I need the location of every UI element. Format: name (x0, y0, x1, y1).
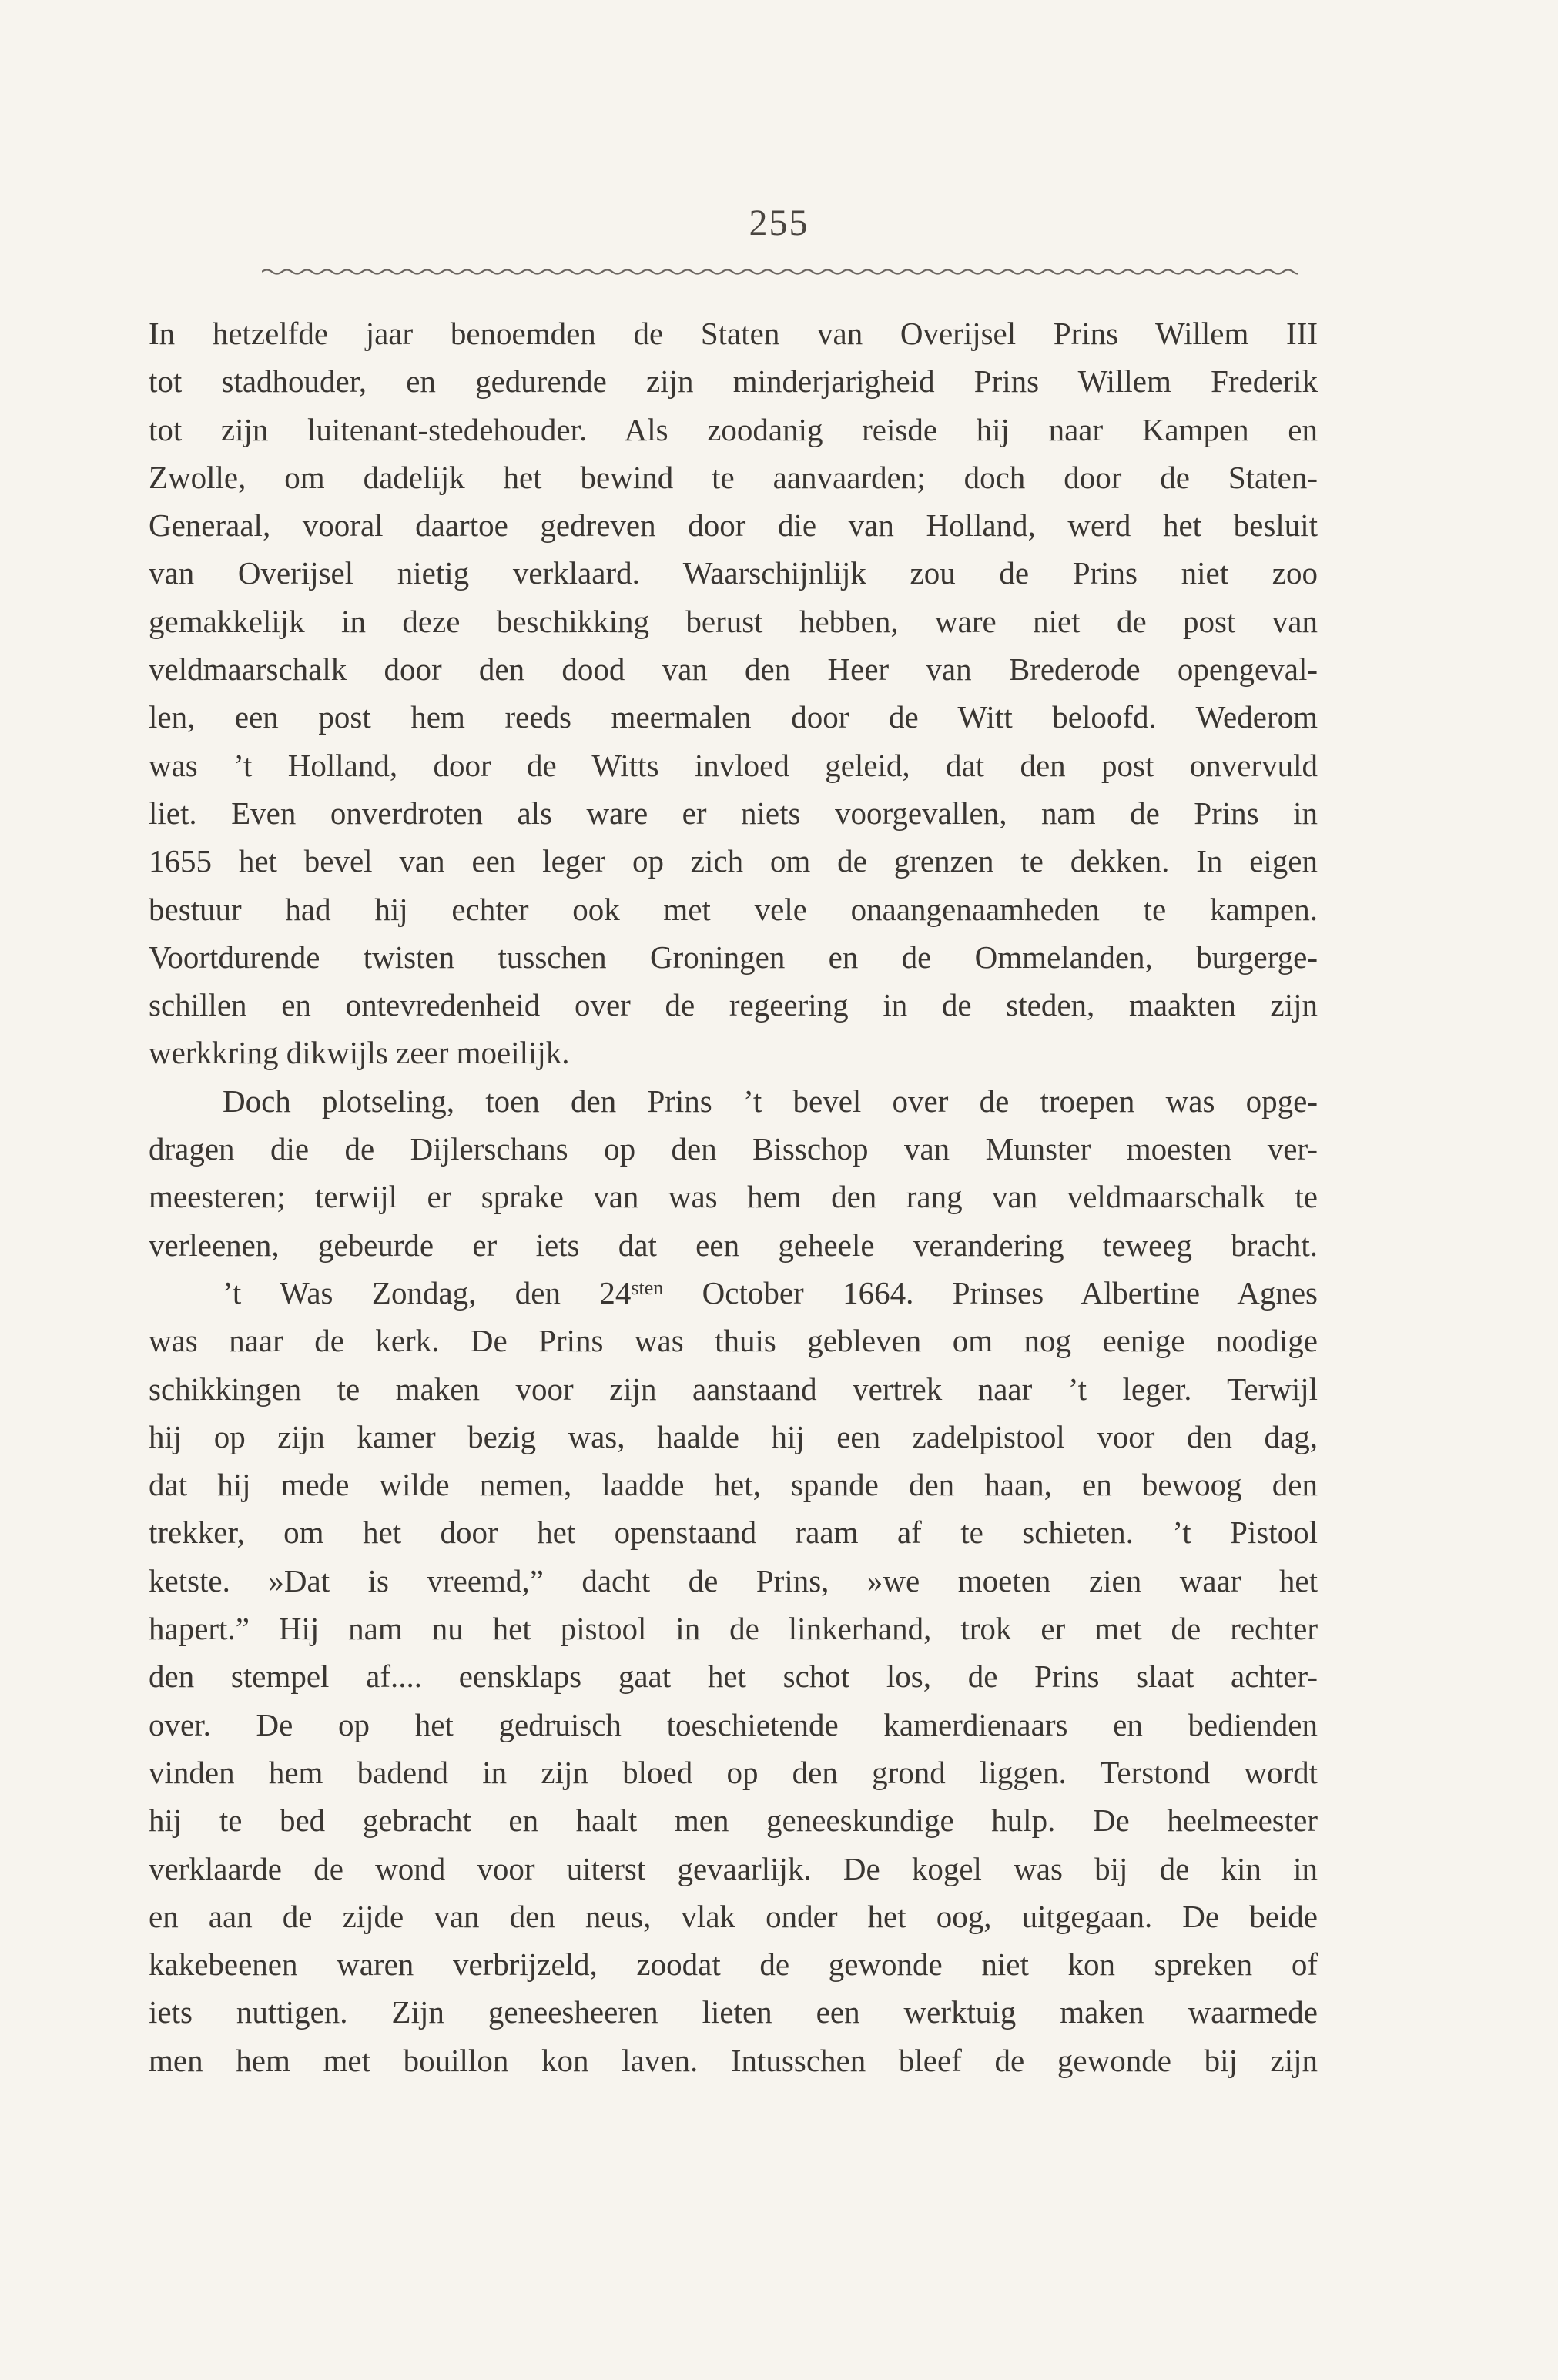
ordinal-superscript: sten (631, 1276, 664, 1299)
wavy-rule-ornament (262, 262, 1298, 282)
text-line: over. De op het gedruisch toeschietende kamerdienaars en bedienden (149, 1706, 1318, 1742)
text-line: men hem met bouillon kon laven. Intusschen bleef de gewonde bij zijn (149, 2042, 1318, 2078)
text-fragment: October 1664. Prinses Albertine Agnes (663, 1274, 1318, 1311)
text-line: was naar de kerk. De Prins was thuis gebleven om nog eenige noodige (149, 1323, 1318, 1359)
text-line: ketste. »Dat is vreemd,” dacht de Prins, »we moeten zien waar het (149, 1562, 1318, 1598)
text-line: Generaal, vooral daartoe gedreven door die van Holland, werd het besluit (149, 507, 1318, 544)
text-line: schikkingen te maken voor zijn aanstaand vertrek naar ’t leger. Terwijl (149, 1371, 1318, 1407)
text-line: iets nuttigen. Zijn geneesheeren lieten een werktuig maken waarmede (149, 1994, 1318, 2030)
text-line (149, 1269, 1318, 1317)
text-line: verleenen, gebeurde er iets dat een geheele verandering teweeg bracht. (149, 1227, 1318, 1263)
text-line: van Overijsel nietig verklaard. Waarschijnlijk zou de Prins niet zoo (149, 555, 1318, 591)
paragraph-1 (149, 310, 1318, 1077)
text-line: verklaarde de wond voor uiterst gevaarlijk. De kogel was bij de kin in (149, 1850, 1318, 1886)
text-line: kakebeenen waren verbrijzeld, zoodat de gewonde niet kon spreken of (149, 1947, 1318, 1983)
text-line: len, een post hem reeds meermalen door de Witt beloofd. Wederom (149, 699, 1318, 735)
text-line: werkkring dikwijls zeer moeilijk. (149, 1035, 570, 1071)
text-line: hapert.” Hij nam nu het pistool in de linkerhand, trok er met de rechter (149, 1611, 1318, 1647)
text-line: was ’t Holland, door de Witts invloed geleid, dat den post onvervuld (149, 747, 1318, 783)
text-line: den stempel af.... eensklaps gaat het schot los, de Prins slaat achter- (149, 1659, 1318, 1695)
text-line: trekker, om het door het openstaand raam af te schieten. ’t Pistool (149, 1515, 1318, 1551)
text-line: en aan de zijde van den neus, vlak onder het oog, uitgegaan. De beide (149, 1898, 1318, 1934)
text-line: Zwolle, om dadelijk het bewind te aanvaarden; doch door de Staten- (149, 459, 1318, 495)
text-line: dat hij mede wilde nemen, laadde het, spande den haan, en bewoog den (149, 1467, 1318, 1503)
text-fragment: ’t Was Zondag, den 24 (223, 1274, 632, 1311)
text-line: gemakkelijk in deze beschikking berust hebben, ware niet de post van (149, 603, 1318, 639)
paragraph-2 (149, 1077, 1318, 1269)
paragraph-3 (149, 1269, 1318, 2084)
text-line: liet. Even onverdroten als ware er niets voorgevallen, nam de Prins in (149, 795, 1318, 831)
text-line: tot stadhouder, en gedurende zijn minderjarigheid Prins Willem Frederik (149, 363, 1318, 400)
page-number: 255 (749, 203, 809, 243)
text-line: hij op zijn kamer bezig was, haalde hij een zadelpistool voor den dag, (149, 1418, 1318, 1454)
text-line: In hetzelfde jaar benoemden de Staten van Overijsel Prins Willem III (149, 316, 1318, 351)
body-text (149, 310, 1318, 2084)
text-line: tot zijn luitenant-stedehouder. Als zoodanig reisde hij naar Kampen en (149, 411, 1318, 447)
text-line: Voortdurende twisten tusschen Groningen en de Ommelanden, burgerge- (149, 939, 1318, 975)
text-line: vinden hem badend in zijn bloed op den grond liggen. Terstond wordt (149, 1754, 1318, 1790)
text-line: Doch plotseling, toen den Prins ’t bevel over de troepen was opge- (223, 1083, 1318, 1119)
text-line: dragen die de Dijlerschans op den Bisschop van Munster moesten ver- (149, 1131, 1318, 1167)
text-line: hij te bed gebracht en haalt men geneeskundige hulp. De heelmeester (149, 1803, 1318, 1839)
text-line: bestuur had hij echter ook met vele onaangenaamheden te kampen. (149, 891, 1318, 927)
text-line: schillen en ontevredenheid over de regeering in de steden, maakten zijn (149, 987, 1318, 1023)
text-line: 1655 het bevel van een leger op zich om de grenzen te dekken. In eigen (149, 843, 1318, 879)
text-line: veldmaarschalk door den dood van den Heer van Brederode opengeval- (149, 651, 1318, 688)
text-line: meesteren; terwijl er sprake van was hem den rang van veldmaarschalk te (149, 1179, 1318, 1215)
